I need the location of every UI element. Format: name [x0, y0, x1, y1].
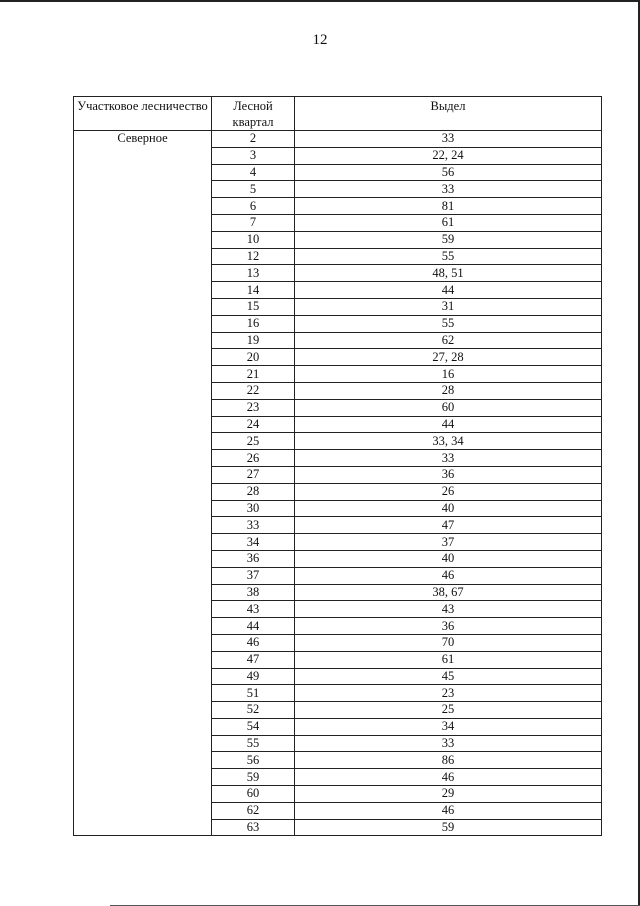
quarter-cell: 38 — [212, 584, 295, 601]
allotment-cell: 56 — [295, 164, 602, 181]
quarter-cell: 55 — [212, 735, 295, 752]
quarter-cell: 13 — [212, 265, 295, 282]
quarter-cell: 26 — [212, 450, 295, 467]
quarter-cell: 3 — [212, 147, 295, 164]
quarter-cell: 46 — [212, 634, 295, 651]
quarter-cell: 51 — [212, 685, 295, 702]
allotment-cell: 28 — [295, 382, 602, 399]
quarter-cell: 44 — [212, 618, 295, 635]
allotment-cell: 38, 67 — [295, 584, 602, 601]
allotment-cell: 40 — [295, 500, 602, 517]
allotment-cell: 23 — [295, 685, 602, 702]
allotment-cell: 60 — [295, 399, 602, 416]
allotment-cell: 46 — [295, 802, 602, 819]
allotment-cell: 55 — [295, 315, 602, 332]
quarter-cell: 56 — [212, 752, 295, 769]
allotment-cell: 62 — [295, 332, 602, 349]
allotment-cell: 25 — [295, 702, 602, 719]
allotment-cell: 37 — [295, 534, 602, 551]
quarter-cell: 47 — [212, 651, 295, 668]
quarter-cell: 10 — [212, 231, 295, 248]
quarter-cell: 19 — [212, 332, 295, 349]
allotment-cell: 44 — [295, 282, 602, 299]
allotment-cell: 55 — [295, 248, 602, 265]
quarter-cell: 34 — [212, 534, 295, 551]
quarter-cell: 54 — [212, 718, 295, 735]
district-cell: Северное — [74, 131, 212, 836]
allotment-cell: 46 — [295, 769, 602, 786]
quarter-cell: 36 — [212, 550, 295, 567]
quarter-cell: 62 — [212, 802, 295, 819]
allotment-cell: 36 — [295, 466, 602, 483]
quarter-cell: 2 — [212, 131, 295, 148]
allotment-cell: 59 — [295, 231, 602, 248]
quarter-cell: 43 — [212, 601, 295, 618]
allotment-cell: 33 — [295, 735, 602, 752]
quarter-cell: 49 — [212, 668, 295, 685]
allotment-cell: 29 — [295, 786, 602, 803]
allotment-cell: 47 — [295, 517, 602, 534]
allotment-cell: 48, 51 — [295, 265, 602, 282]
allotment-cell: 59 — [295, 819, 602, 836]
quarter-cell: 63 — [212, 819, 295, 836]
quarter-cell: 15 — [212, 298, 295, 315]
allotment-cell: 44 — [295, 416, 602, 433]
quarter-cell: 23 — [212, 399, 295, 416]
quarter-cell: 28 — [212, 483, 295, 500]
quarter-cell: 20 — [212, 349, 295, 366]
allotment-cell: 33 — [295, 181, 602, 198]
quarter-cell: 59 — [212, 769, 295, 786]
quarter-cell: 16 — [212, 315, 295, 332]
page-number: 12 — [312, 32, 328, 48]
quarter-cell: 7 — [212, 214, 295, 231]
quarter-cell: 12 — [212, 248, 295, 265]
allotment-cell: 86 — [295, 752, 602, 769]
allotment-cell: 33 — [295, 131, 602, 148]
quarter-cell: 27 — [212, 466, 295, 483]
quarter-cell: 21 — [212, 366, 295, 383]
table-body — [74, 131, 602, 836]
quarter-cell: 37 — [212, 567, 295, 584]
header-quarter: Лесной квартал — [212, 97, 295, 131]
quarter-cell: 25 — [212, 433, 295, 450]
header-allotment: Выдел — [295, 97, 602, 131]
allotment-cell: 22, 24 — [295, 147, 602, 164]
quarter-cell: 4 — [212, 164, 295, 181]
allotment-cell: 27, 28 — [295, 349, 602, 366]
allotment-cell: 26 — [295, 483, 602, 500]
allotment-cell: 43 — [295, 601, 602, 618]
allotment-cell: 81 — [295, 198, 602, 215]
allotment-cell: 70 — [295, 634, 602, 651]
quarter-cell: 60 — [212, 786, 295, 803]
quarter-cell: 5 — [212, 181, 295, 198]
allotment-cell: 33 — [295, 450, 602, 467]
allotment-cell: 61 — [295, 214, 602, 231]
allotment-cell: 31 — [295, 298, 602, 315]
quarter-cell: 14 — [212, 282, 295, 299]
quarter-cell: 33 — [212, 517, 295, 534]
table-header-row — [74, 97, 602, 131]
forest-table — [73, 96, 602, 836]
allotment-cell: 16 — [295, 366, 602, 383]
quarter-cell: 22 — [212, 382, 295, 399]
forest-table-container — [73, 96, 601, 836]
quarter-cell: 24 — [212, 416, 295, 433]
allotment-cell: 46 — [295, 567, 602, 584]
quarter-cell: 52 — [212, 702, 295, 719]
allotment-cell: 61 — [295, 651, 602, 668]
allotment-cell: 45 — [295, 668, 602, 685]
allotment-cell: 40 — [295, 550, 602, 567]
table-row — [74, 131, 602, 148]
allotment-cell: 36 — [295, 618, 602, 635]
allotment-cell: 34 — [295, 718, 602, 735]
quarter-cell: 30 — [212, 500, 295, 517]
quarter-cell: 6 — [212, 198, 295, 215]
allotment-cell: 33, 34 — [295, 433, 602, 450]
header-district: Участковое лесничество — [74, 97, 212, 131]
